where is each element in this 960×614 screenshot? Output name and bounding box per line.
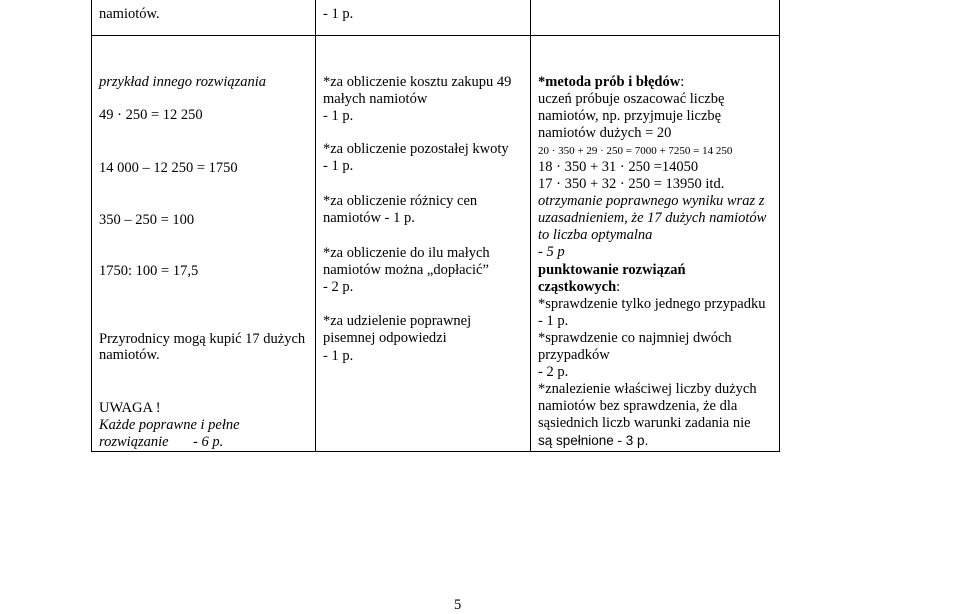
method-calc-2: 18 · 350 + 31 · 250 =14050 — [538, 159, 699, 175]
method-title-bold: *metoda prób i błędów — [538, 74, 681, 90]
partial-3-line-c: sąsiednich liczb warunki zadania nie — [538, 415, 751, 431]
method-full-credit-line-2: uzasadnieniem, że 17 dużych namiotów — [538, 210, 767, 226]
table-border-right — [779, 0, 780, 452]
partial-scoring-heading-2-colon: : — [616, 279, 621, 295]
method-full-credit-line-1: otrzymanie poprawnego wyniku wraz z — [538, 193, 765, 209]
page-number: 5 — [454, 597, 462, 613]
method-calc-1: 20 · 350 + 29 · 250 = 7000 + 7250 = 14 250 — [538, 145, 733, 157]
partial-scoring-heading-2 — [538, 279, 620, 296]
partial-scoring-heading-1: punktowanie rozwiązań — [538, 262, 686, 278]
calc-line-1: 49 · 250 = 12 250 — [99, 107, 203, 123]
criterion-1-points: - 1 p. — [323, 108, 354, 124]
criterion-2-line-a: *za obliczenie pozostałej kwoty — [323, 141, 509, 157]
table-border-bottom — [91, 451, 780, 452]
calc-line-2: 14 000 – 12 250 = 1750 — [99, 160, 238, 176]
partial-2-line-b: przypadków — [538, 347, 610, 363]
alt-solution-heading: przykład innego rozwiązania — [99, 74, 267, 90]
answer-line-b: namiotów. — [99, 347, 160, 363]
partial-1-line-a: *sprawdzenie tylko jednego przypadku — [538, 296, 766, 312]
criterion-1-line-a: *za obliczenie kosztu zakupu 49 — [323, 74, 512, 90]
method-title-colon: : — [680, 74, 685, 90]
partial-3-line-b: namiotów bez sprawdzenia, że dla — [538, 398, 738, 414]
criterion-5-points: - 1 p. — [323, 348, 354, 364]
top-cell-col1: namiotów. — [99, 6, 160, 22]
column-divider-1 — [315, 0, 316, 452]
method-title — [538, 74, 684, 91]
criterion-3-line-a: *za obliczenie różnicy cen — [323, 193, 478, 209]
note-line-a: Każde poprawne i pełne — [99, 417, 240, 433]
note-line-b: rozwiązanie — [99, 434, 169, 450]
row-divider — [91, 35, 780, 36]
method-full-credit-line-3: to liczba optymalna — [538, 227, 653, 243]
answer-line-a: Przyrodnicy mogą kupić 17 dużych — [99, 331, 306, 347]
warning-label: UWAGA ! — [99, 400, 161, 416]
criterion-5-line-b: pisemnej odpowiedzi — [323, 330, 447, 346]
note-points: - 6 p. — [193, 434, 224, 450]
method-line-3: namiotów dużych = 20 — [538, 125, 672, 141]
criterion-4-line-a: *za obliczenie do ilu małych — [323, 245, 490, 261]
criterion-5-line-a: *za udzielenie poprawnej — [323, 313, 472, 329]
partial-scoring-heading-2-bold: cząstkowych — [538, 279, 617, 295]
method-line-2: namiotów, np. przyjmuje liczbę — [538, 108, 722, 124]
table-border-left — [91, 0, 92, 452]
top-cell-col2: - 1 p. — [323, 6, 354, 22]
method-full-credit-points: - 5 p — [538, 244, 565, 260]
calc-line-4: 1750: 100 = 17,5 — [99, 263, 199, 279]
criterion-2-points: - 1 p. — [323, 158, 354, 174]
partial-2-points: - 2 p. — [538, 364, 569, 380]
method-calc-3: 17 · 350 + 32 · 250 = 13950 itd. — [538, 176, 725, 192]
criterion-1-line-b: małych namiotów — [323, 91, 428, 107]
method-line-1: uczeń próbuje oszacować liczbę — [538, 91, 725, 107]
criterion-3-line-b: namiotów - 1 p. — [323, 210, 415, 226]
criterion-4-line-b: namiotów można „dopłacić” — [323, 262, 489, 278]
calc-line-3: 350 – 250 = 100 — [99, 212, 195, 228]
partial-2-line-a: *sprawdzenie co najmniej dwóch — [538, 330, 732, 346]
criterion-4-points: - 2 p. — [323, 279, 354, 295]
partial-3-line-d: są spełnione - 3 p. — [538, 433, 649, 448]
column-divider-2 — [530, 0, 531, 452]
partial-3-line-a: *znalezienie właściwej liczby dużych — [538, 381, 757, 397]
partial-1-points: - 1 p. — [538, 313, 569, 329]
